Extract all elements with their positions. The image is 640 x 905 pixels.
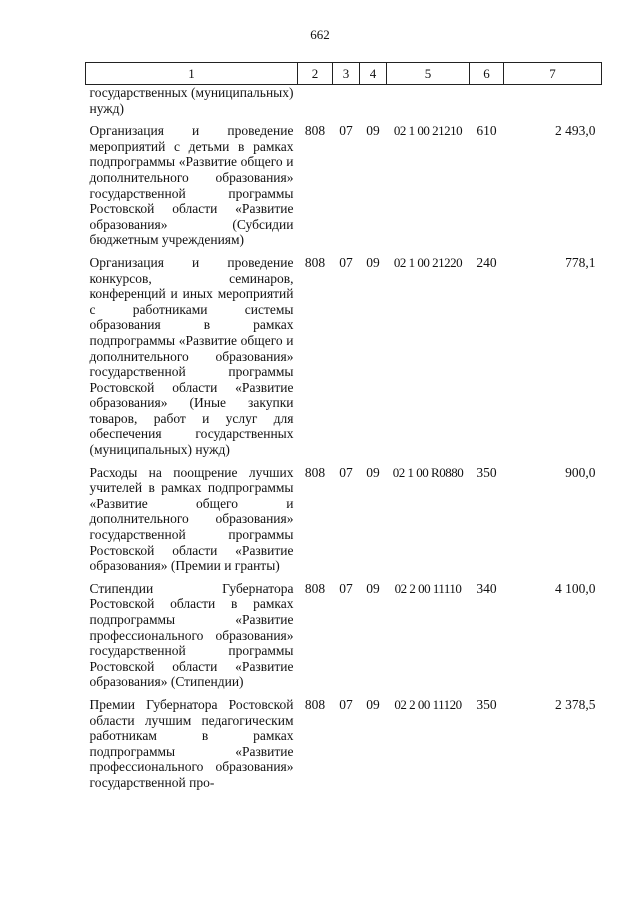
section-code <box>333 85 360 117</box>
ministry-code: 808 <box>304 254 326 270</box>
expense-name: Организация и проведение конкурсов, семинаров, конференций и иных мероприятий с работниками системы образования в рамках подпрограммы «Развитие общего и дополнительного образования» государственной программы Ростовской области «Развитие образования» (Иные закупки товаров, работ и услуг для обеспечения государственных (муниципальных) нужд) <box>89 254 294 458</box>
ministry-code <box>298 85 333 117</box>
page-number: 662 <box>310 27 330 42</box>
column-header: 5 <box>387 63 470 85</box>
amount: 778,1 <box>565 254 596 270</box>
table-row <box>86 574 602 690</box>
section-code: 07 <box>339 123 353 139</box>
ministry-code: 808 <box>304 464 326 480</box>
amount <box>504 85 602 117</box>
subsection-code: 09 <box>366 123 380 139</box>
target-code: 02 1 00 21220 <box>393 254 463 270</box>
expense-name: Премии Губернатора Ростовской области лучшим педагогическим работникам в рамках подпрограммы «Развитие профессионального образования» государственной про- <box>89 696 294 790</box>
ministry-code: 808 <box>304 696 326 712</box>
target-code <box>387 85 470 117</box>
subsection-code: 09 <box>366 580 380 596</box>
ministry-code: 808 <box>304 123 326 139</box>
table-row <box>86 248 602 458</box>
table-row <box>86 690 602 791</box>
expense-name: Расходы на поощрение лучших учителей в рамках подпрограммы «Развитие общего и дополнительного образования» государственной программы Ростовской области «Развитие образования» (Премии и гранты) <box>89 464 294 574</box>
expense-name: Стипендии Губернатора Ростовской области в рамках подпрограммы «Развитие профессионального образования» государственной программы Ростовской области «Развитие образования» (Стипендии) <box>89 580 294 690</box>
expense-type-code: 610 <box>476 123 497 139</box>
expense-type-code: 350 <box>476 464 497 480</box>
amount: 2 378,5 <box>555 696 596 712</box>
expense-type-code: 340 <box>476 580 497 596</box>
amount: 900,0 <box>565 464 596 480</box>
subsection-code: 09 <box>366 464 380 480</box>
column-header: 1 <box>86 63 298 85</box>
target-code: 02 2 00 11120 <box>394 696 462 712</box>
section-code: 07 <box>339 580 353 596</box>
target-code: 02 2 00 11110 <box>394 580 462 596</box>
expense-name: государственных (муниципальных) нужд) <box>89 85 294 116</box>
amount: 4 100,0 <box>555 580 596 596</box>
target-code: 02 1 00 R0880 <box>392 464 464 480</box>
expense-name: Организация и проведение мероприятий с детьми в рамках подпрограммы «Развитие общего и дополнительного образования» государственной программы Ростовской области «Развитие образования» (Субсидии бюджетным учреждениям) <box>89 123 294 248</box>
table-row <box>86 458 602 574</box>
subsection-code: 09 <box>366 254 380 270</box>
column-header: 7 <box>504 63 602 85</box>
section-code: 07 <box>339 464 353 480</box>
expense-type-code: 240 <box>476 254 497 270</box>
table-row <box>86 85 602 117</box>
ministry-code: 808 <box>304 580 326 596</box>
subsection-code <box>360 85 387 117</box>
budget-table <box>85 62 602 791</box>
expense-type-code: 350 <box>476 696 497 712</box>
section-code: 07 <box>339 696 353 712</box>
header-row <box>86 63 602 85</box>
column-header: 4 <box>360 63 387 85</box>
column-header: 3 <box>333 63 360 85</box>
target-code: 02 1 00 21210 <box>393 123 463 139</box>
amount: 2 493,0 <box>555 123 596 139</box>
column-header: 6 <box>470 63 504 85</box>
column-header: 2 <box>298 63 333 85</box>
section-code: 07 <box>339 254 353 270</box>
expense-type-code <box>470 85 504 117</box>
subsection-code: 09 <box>366 696 380 712</box>
table-row <box>86 116 602 248</box>
